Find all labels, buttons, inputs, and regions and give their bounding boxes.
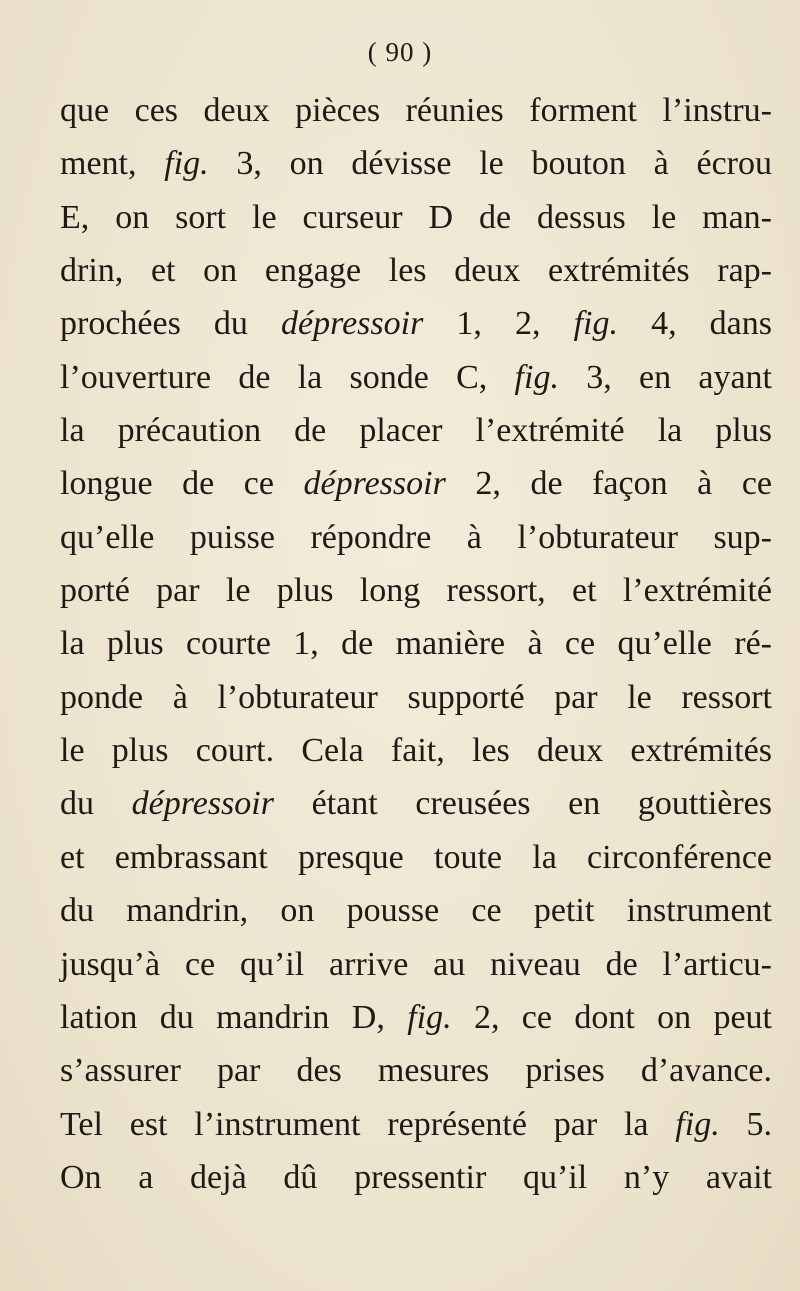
italic-fig: fig. [675, 1105, 720, 1143]
text-line: la précaution de placer l’extrémité la plus [60, 412, 772, 450]
italic-fig: fig. [573, 305, 618, 343]
text-line: du dépressoir étant creusées en gouttières [60, 785, 773, 823]
text-line: longue de ce dépressoir 2, de façon à ce [60, 465, 773, 503]
text-line: E, on sort le curseur D de dessus le man- [60, 198, 772, 236]
text-line: ment, fig. 3, on dévisse le bouton à écrou [60, 145, 773, 183]
text-line: que ces deux pièces réunies forment l’instru- [60, 92, 772, 129]
text-line: prochées du dépressoir 1, 2, fig. 4, dans [60, 305, 773, 343]
text-line: porté par le plus long ressort, et l’extrémité [60, 572, 772, 610]
text-line: du mandrin, on pousse ce petit instrument [60, 892, 772, 930]
text-line: qu’elle puisse répondre à l’obturateur sup- [60, 518, 772, 556]
text-line: On a dejà dû pressentir qu’il n’y avait [60, 1158, 772, 1196]
italic-fig: fig. [164, 145, 209, 183]
text-line: s’assurer par des mesures prises d’avance. [60, 1052, 772, 1090]
text-line: drin, et on engage les deux extrémités rap- [60, 252, 772, 290]
text-line: jusqu’à ce qu’il arrive au niveau de l’articu- [60, 945, 772, 983]
italic-term: dépressoir [303, 465, 446, 503]
text-line: lation du mandrin D, fig. 2, ce dont on peut [60, 998, 772, 1036]
italic-term: dépressoir [281, 305, 424, 343]
italic-fig: fig. [514, 358, 559, 396]
text-line: la plus courte 1, de manière à ce qu’elle ré- [60, 625, 772, 663]
text-line: et embrassant presque toute la circonférence [60, 838, 772, 876]
body-text [60, 84, 772, 1204]
text-line: l’ouverture de la sonde C, fig. 3, en ayant [60, 358, 772, 396]
text-line: Tel est l’instrument représenté par la fig. 5. [60, 1105, 772, 1143]
page-number: ( 90 ) [367, 37, 433, 67]
text-line: ponde à l’obturateur supporté par le ressort [60, 678, 772, 716]
italic-term: dépressoir [131, 785, 274, 823]
italic-fig: fig. [407, 998, 452, 1036]
text-line: le plus court. Cela fait, les deux extrémités [60, 732, 772, 770]
